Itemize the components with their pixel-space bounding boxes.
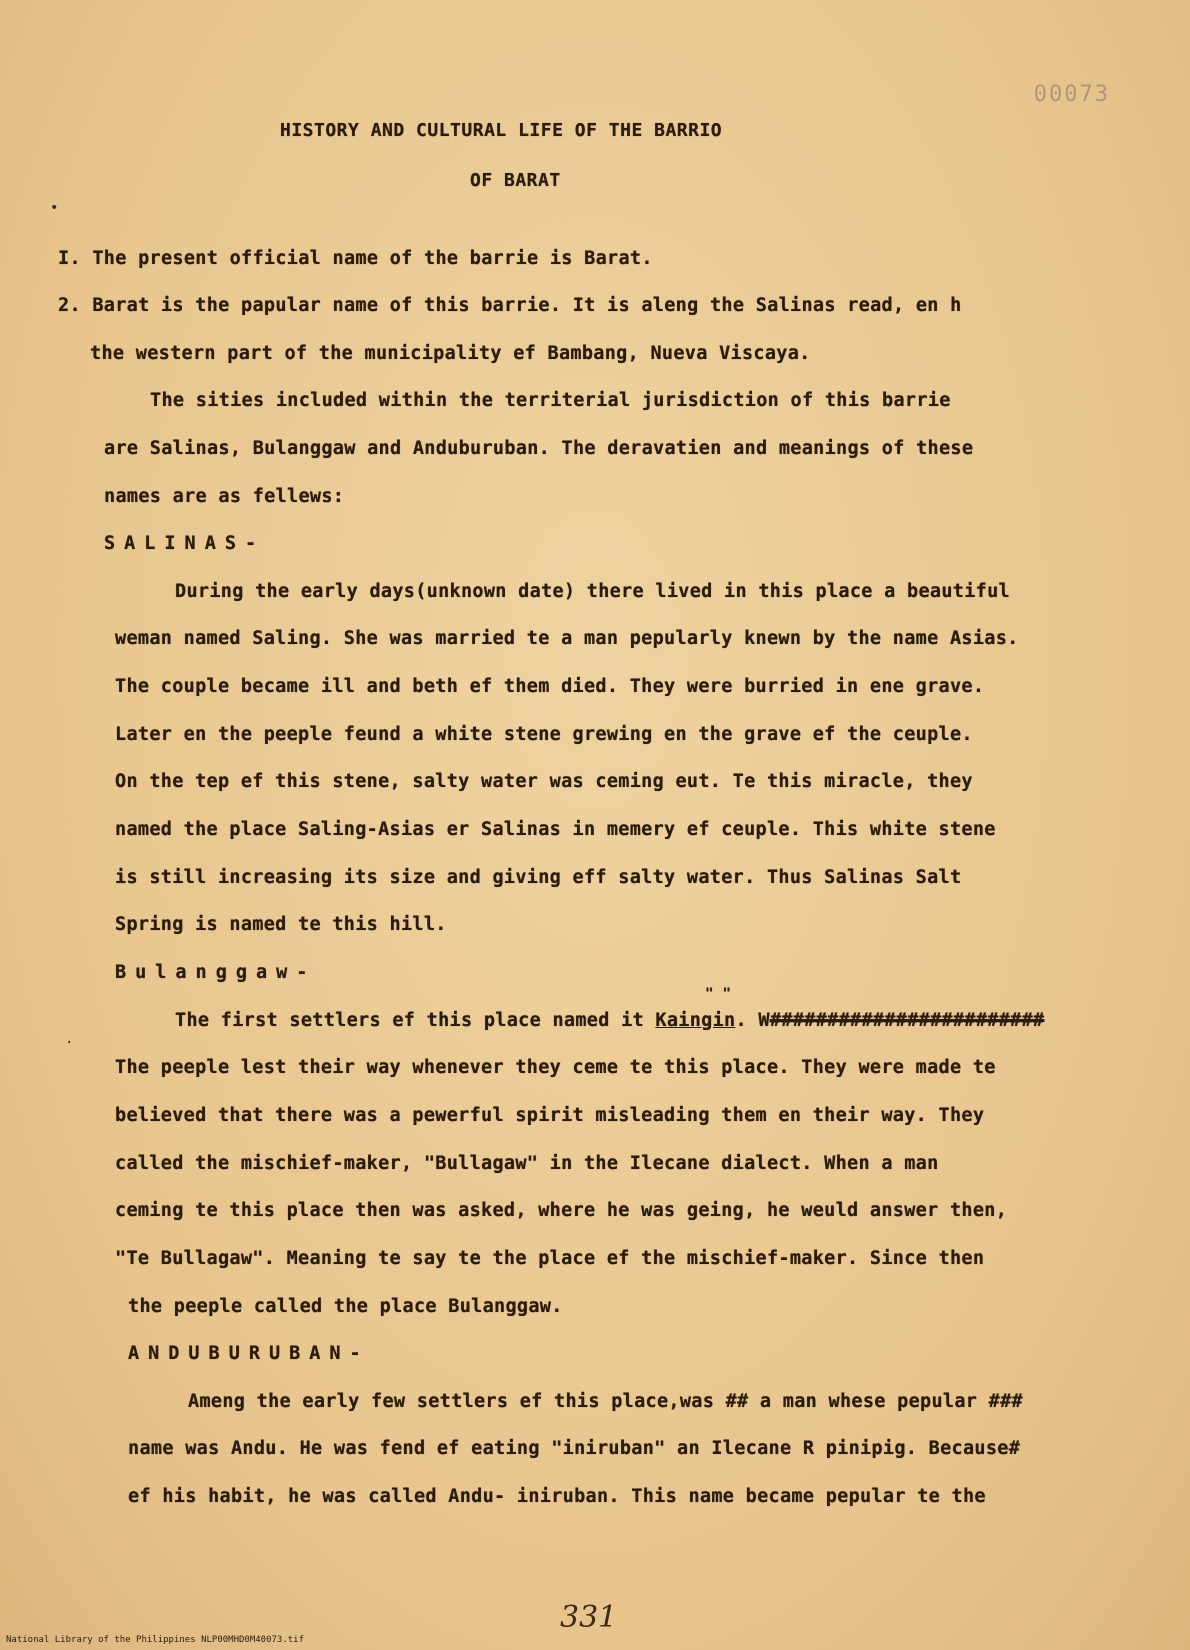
salinas-line-8: Spring is named te this hill. [115, 914, 447, 935]
anduburuban-line-2: name was Andu. He was fend ef eating "iniruban" an Ilecane R pinipig. Because# [128, 1438, 1021, 1459]
sitios-line-3: names are as fellews: [104, 486, 345, 507]
bulanggaw-line-4: called the mischief-maker, "Bullagaw" in the Ilecane dialect. When a man [115, 1153, 939, 1174]
item-2-line-2: the western part of the municipality ef Bambang, Nueva Viscaya. [90, 343, 811, 364]
bulanggaw-line-6: "Te Bullagaw". Meaning te say te the place ef the mischief-maker. Since then [115, 1248, 985, 1269]
margin-dot: • [50, 200, 59, 216]
salinas-line-7: is still increasing its size and giving eff salty water. Thus Salinas Salt [115, 867, 962, 888]
scan-footer: National Library of the Philippines NLP00MHD0M40073.tif [6, 1635, 305, 1645]
title-line-2: OF BARAT [470, 170, 561, 191]
bulanggaw-line-3: believed that there was a pewerful spirit misleading them en their way. They [115, 1105, 985, 1126]
sitios-line-2: are Salinas, Bulanggaw and Anduburuban. The deravatien and meanings of these [104, 438, 974, 459]
salinas-line-1: During the early days(unknown date) there lived in this place a beautiful [175, 581, 1010, 602]
struck-out-text: ######################## [769, 1010, 1045, 1031]
archive-stamp-number: 00073 [1033, 82, 1110, 107]
handwritten-page-number: 331 [560, 1600, 618, 1635]
title-line-1: HISTORY AND CULTURAL LIFE OF THE BARRIO [280, 120, 723, 141]
anduburuban-heading: ANDUBURUBAN- [128, 1343, 370, 1364]
bulanggaw-line-5: ceming te this place then was asked, where he was geing, he weuld answer then, [115, 1200, 1008, 1221]
salinas-line-2: weman named Saling. She was married te a man pepularly knewn by the name Asias. [115, 628, 1019, 649]
sitios-line-1: The sities included within the territerial jurisdiction of this barrie [150, 390, 951, 411]
item-1: I. The present official name of the barrie is Barat. [58, 248, 653, 269]
salinas-line-5: On the tep ef this stene, salty water was ceming eut. Te this miracle, they [115, 771, 973, 792]
salinas-line-3: The couple became ill and beth ef them died. They were burried in ene grave. [115, 676, 985, 697]
bulanggaw-line-1 [175, 1010, 1044, 1031]
anduburuban-line-1: Ameng the early few settlers ef this place,was ## a man whese pepular ### [188, 1391, 1023, 1412]
item-2-line-1: 2. Barat is the papular name of this barrie. It is aleng the Salinas read, en h [58, 295, 962, 316]
bulanggaw-line-7: the peeple called the place Bulanggaw. [128, 1296, 563, 1317]
margin-mark: · [65, 1035, 74, 1051]
kaingin-word: Kaingin [655, 1010, 736, 1031]
bulanggaw-heading: Bulanggaw- [115, 962, 317, 983]
bulanggaw-line-2: The peeple lest their way whenever they ceme te this place. They were made te [115, 1057, 996, 1078]
bulanggaw-line-1-w: . W [735, 1010, 770, 1031]
salinas-line-4: Later en the peeple feund a white stene grewing en the grave ef the ceuple. [115, 724, 973, 745]
salinas-line-6: named the place Saling-Asias er Salinas in memery ef ceuple. This white stene [115, 819, 996, 840]
salinas-heading: SALINAS- [104, 533, 266, 554]
anduburuban-line-3: ef his habit, he was called Andu- iniruban. This name became pepular te the [128, 1486, 986, 1507]
bulanggaw-quote-marks: " " [705, 986, 732, 1002]
bulanggaw-line-1-text: The first settlers ef this place named it [175, 1010, 656, 1031]
